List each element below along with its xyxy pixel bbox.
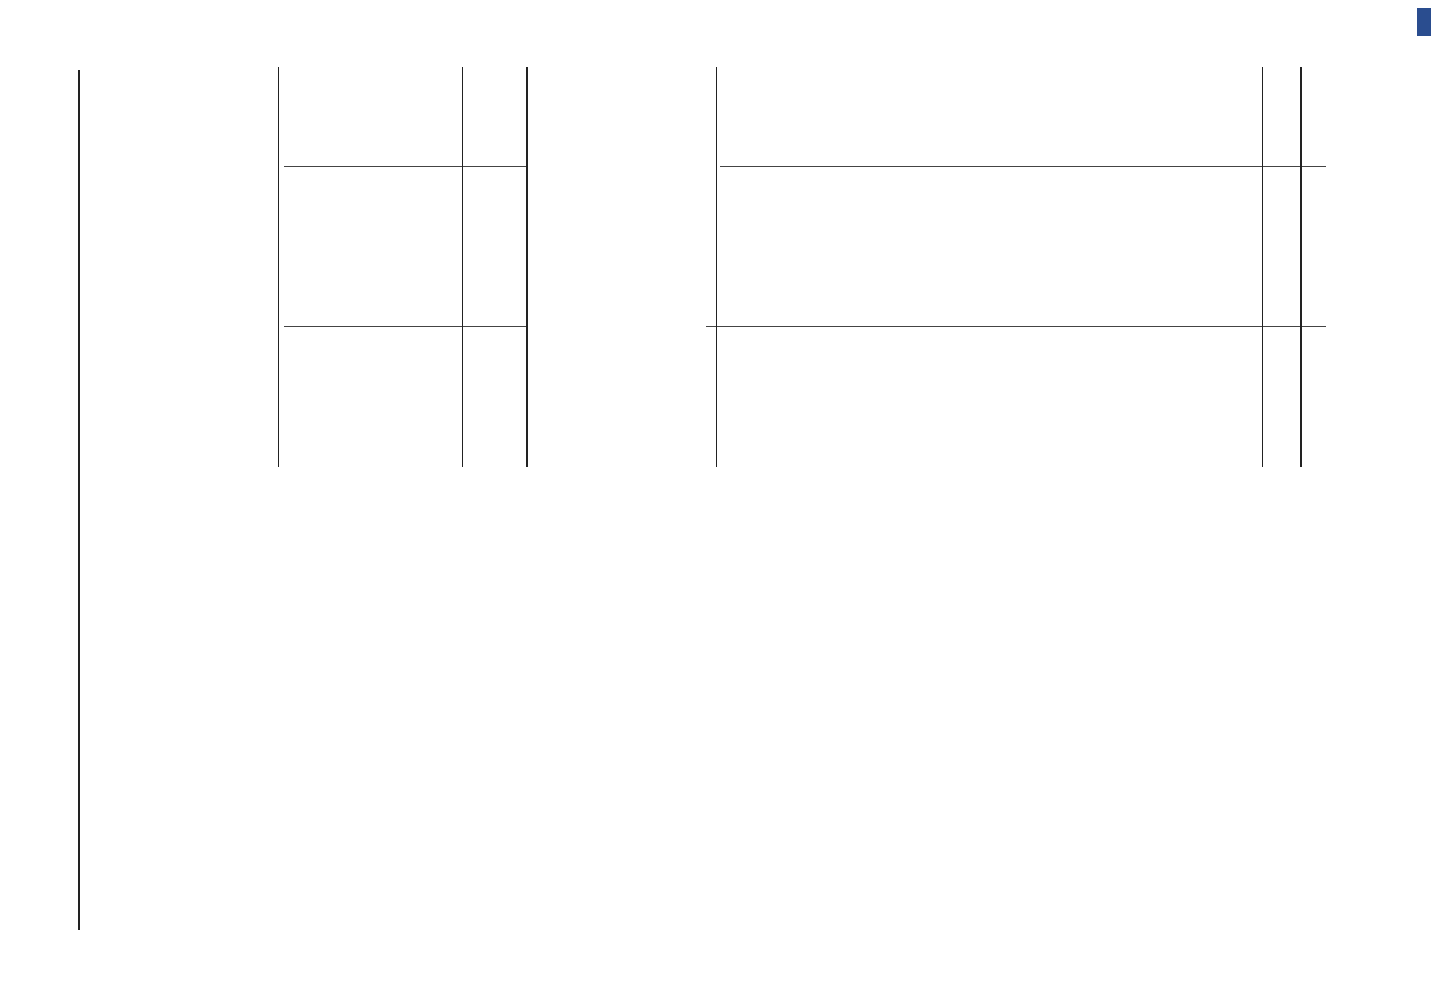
s1-divider-2 [284, 166, 526, 167]
s1-divider-1 [284, 326, 526, 327]
s2-divider-1 [706, 326, 1326, 327]
s2-subhead-rule [716, 67, 717, 467]
s1-subhead-rule [278, 67, 279, 467]
header-rule [78, 70, 80, 930]
s2-before-sum-rule [1262, 67, 1263, 467]
s2-end-rule [1300, 67, 1302, 467]
watermark-text [1418, 0, 1432, 396]
s2-divider-2 [720, 166, 1326, 167]
dfg-watermark [1416, 6, 1432, 994]
s1-before-sum-rule [462, 67, 463, 467]
s1-end-rule [526, 67, 528, 467]
dfg-logo [1417, 8, 1431, 36]
